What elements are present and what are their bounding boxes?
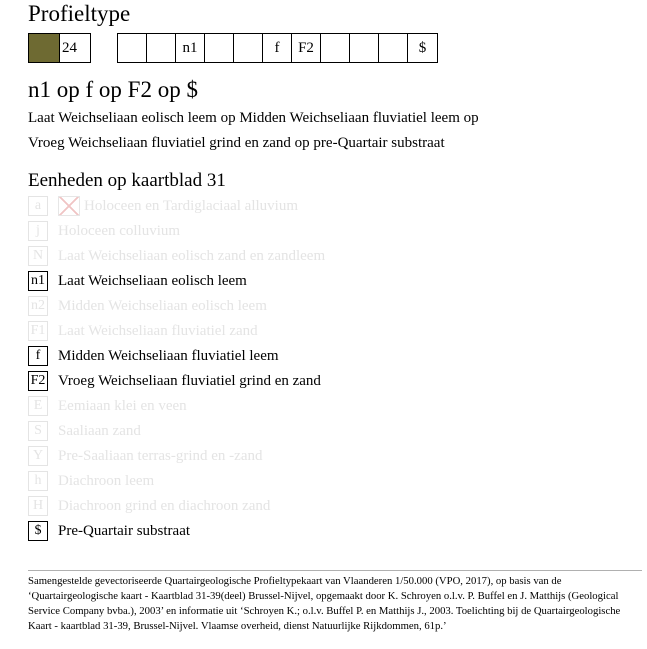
profile-cell: F2	[292, 34, 321, 62]
unit-code-box: H	[28, 496, 48, 516]
description-line: Vroeg Weichseliaan fluviatiel grind en zand op pre-Quartair substraat	[28, 135, 445, 151]
unit-item	[28, 221, 180, 241]
unit-item	[28, 471, 154, 491]
unit-code-box: $	[28, 521, 48, 541]
unit-item	[28, 346, 279, 366]
unit-label-text: Eemiaan klei en veen	[58, 398, 187, 414]
unit-label	[58, 271, 247, 291]
legend-swatch-row	[28, 33, 91, 63]
profile-cell	[234, 34, 263, 62]
unit-label-text: Holoceen en Tardiglaciaal alluvium	[84, 198, 299, 214]
unit-label	[58, 421, 141, 441]
unit-item	[28, 521, 190, 541]
unit-code-box: Y	[28, 446, 48, 466]
profile-cell	[118, 34, 147, 62]
unit-code-box: h	[28, 471, 48, 491]
unit-code-box: n2	[28, 296, 48, 316]
unit-label	[58, 446, 263, 466]
unit-code-box: F1	[28, 321, 48, 341]
unit-item	[28, 246, 325, 266]
page-title: Profieltype	[28, 1, 131, 26]
divider	[28, 570, 642, 571]
profile-cell: n1	[176, 34, 205, 62]
unit-label	[58, 196, 298, 216]
unit-label	[58, 471, 154, 491]
unit-label	[58, 521, 190, 541]
unit-item	[28, 446, 263, 466]
unit-code-box: j	[28, 221, 48, 241]
unit-label-text: Saaliaan zand	[58, 423, 141, 439]
unit-code-box: F2	[28, 371, 48, 391]
unit-label	[58, 246, 325, 266]
profile-formula: n1 op f op F2 op $	[28, 77, 198, 102]
unit-label	[58, 296, 267, 316]
profile-cell	[321, 34, 350, 62]
unit-label	[58, 396, 187, 416]
unit-code-box: n1	[28, 271, 48, 291]
unit-label-text: Holoceen colluvium	[58, 223, 181, 239]
unit-label-text: Diachroon leem	[58, 473, 155, 489]
unit-label-text: Pre-Saaliaan terras-grind en -zand	[58, 448, 263, 464]
profile-cell	[350, 34, 379, 62]
profile-cell	[379, 34, 408, 62]
unit-label-text: Diachroon grind en diachroon zand	[58, 498, 271, 514]
unit-code-box: E	[28, 396, 48, 416]
profile-cell: $	[418, 40, 427, 56]
color-swatch	[28, 33, 60, 63]
profile-cell: f	[263, 34, 292, 62]
unit-label	[58, 346, 279, 366]
profile-code: 24	[60, 33, 91, 63]
unit-item	[28, 271, 247, 291]
unit-code-box: S	[28, 421, 48, 441]
unit-code-box: a	[28, 196, 48, 216]
unit-code-box: N	[28, 246, 48, 266]
unit-label	[58, 221, 180, 241]
unit-label-text: Midden Weichseliaan eolisch leem	[58, 298, 267, 314]
unit-item	[28, 396, 187, 416]
profile-cell	[205, 34, 234, 62]
unit-item	[28, 496, 270, 516]
unit-item	[28, 321, 258, 341]
profile-sequence	[117, 33, 438, 63]
unit-label-text: Laat Weichseliaan eolisch leem	[58, 273, 247, 289]
unit-label-text: Laat Weichseliaan fluviatiel zand	[58, 323, 258, 339]
unit-item	[28, 371, 321, 391]
unit-label	[58, 321, 258, 341]
unit-label-text: Pre-Quartair substraat	[58, 523, 191, 539]
units-heading: Eenheden op kaartblad 31	[28, 170, 226, 191]
unit-label	[58, 371, 321, 391]
unit-label-text: Midden Weichseliaan fluviatiel leem	[58, 348, 279, 364]
description-line: Laat Weichseliaan eolisch leem op Midden Weichseliaan fluviatiel leem op	[28, 110, 479, 126]
source-footnote: Samengestelde gevectoriseerde Quartairgeologische Profieltypekaart van Vlaanderen 1/50.000 (VPO, 2017), op basis van de ‘Quartairgeologische kaart - Kaartblad 31-39(deel) Brussel-Nijvel, opgemaakt door K. Schroyen o.l.v. P. Buffel en J. Matthijs (Geological Service Company bvba.), 2003’ en informatie uit ‘Schroyen K.; o.l.v. Buffel P. en Matthijs J., 2003. Toelichting bij de Quartairgeologische Kaart - kaartblad 31-39, Brussel-Nijvel. Vlaamse overheid, dienst Natuurlijke Rijkdommen, 61p.’	[28, 575, 621, 632]
unit-item	[28, 296, 267, 316]
unit-label-text: Laat Weichseliaan eolisch zand en zandleem	[58, 248, 326, 264]
hatch-pattern-icon	[58, 196, 80, 216]
unit-item	[28, 196, 298, 216]
unit-label-text: Vroeg Weichseliaan fluviatiel grind en zand	[58, 373, 321, 389]
unit-item	[28, 421, 141, 441]
unit-code-box: f	[28, 346, 48, 366]
unit-label	[58, 496, 270, 516]
profile-cell	[147, 34, 176, 62]
